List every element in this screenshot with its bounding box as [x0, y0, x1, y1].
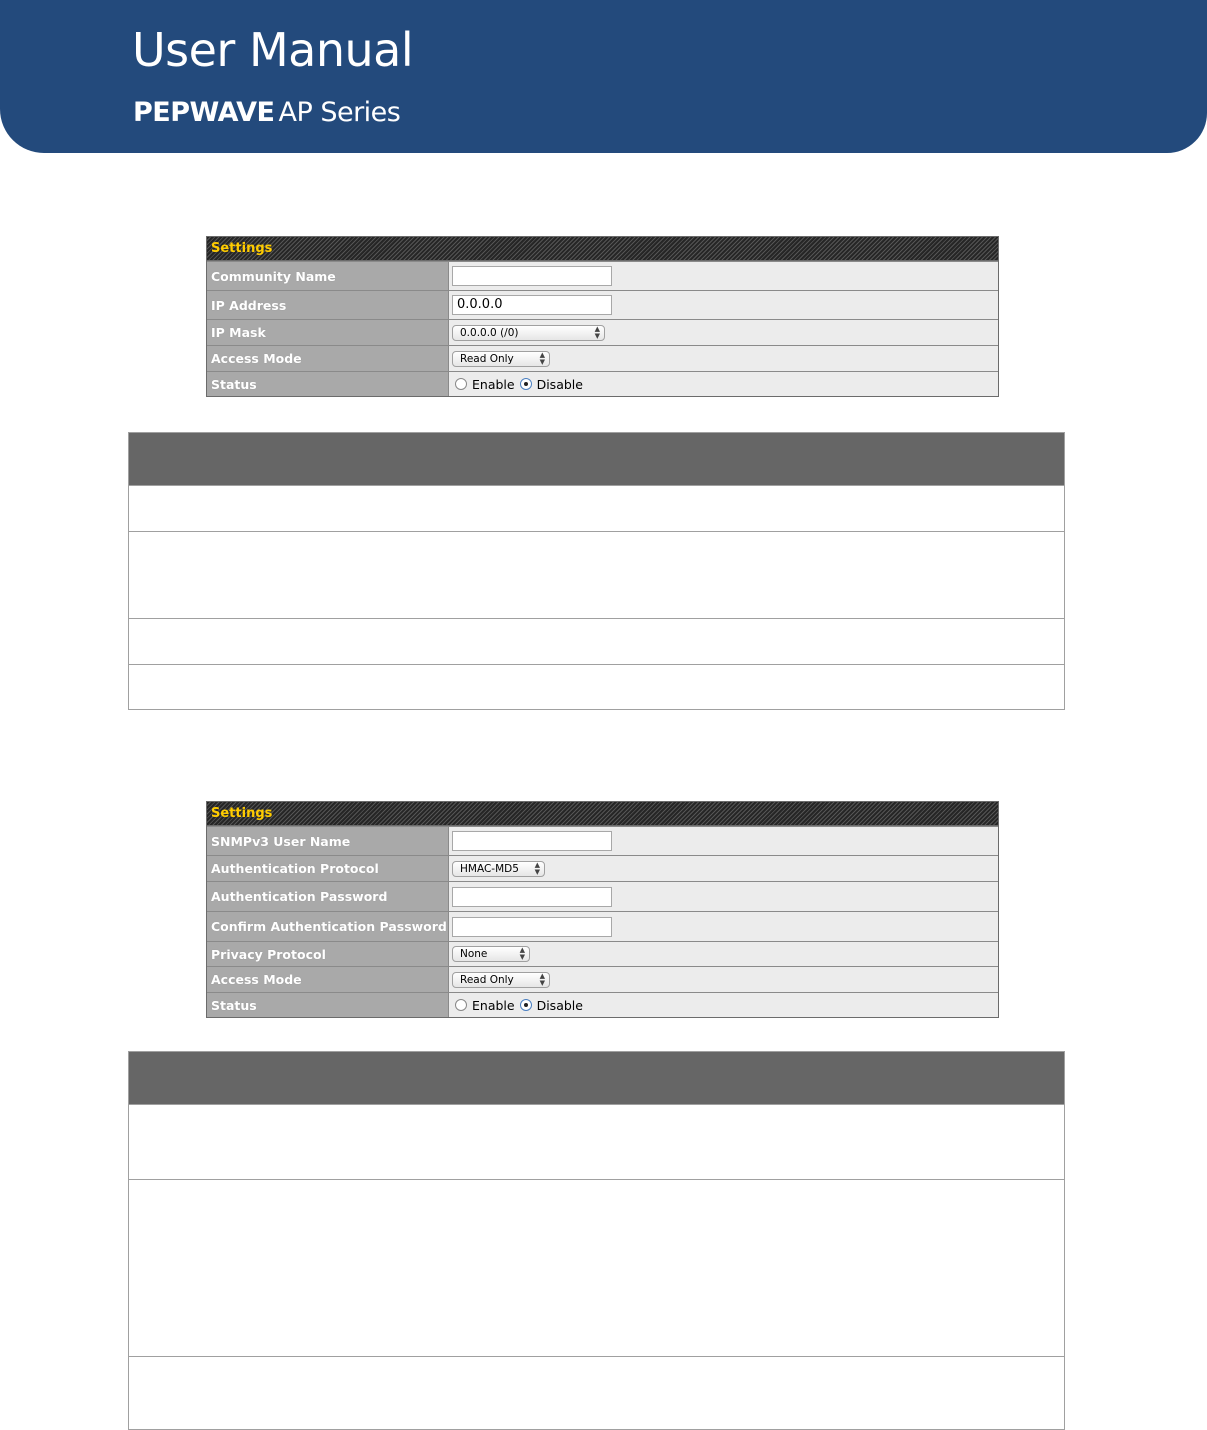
field-label: SNMPv3 User Name: [207, 827, 449, 855]
confirm-auth-password-row: [207, 911, 998, 941]
table-row: [129, 531, 1064, 618]
field-label: Access Mode: [207, 346, 449, 371]
auth-protocol-select[interactable]: [452, 861, 545, 877]
brand-name: PEPWAVE: [133, 97, 275, 128]
radio-label: Disable: [536, 997, 583, 1013]
field-label: IP Mask: [207, 320, 449, 345]
field-label: Privacy Protocol: [207, 942, 449, 966]
select-value: Read Only: [460, 973, 514, 986]
up-down-chevron-icon: ▲ ▼: [594, 324, 600, 340]
radio-label: Enable: [472, 376, 515, 392]
field-label: Access Mode: [207, 967, 449, 992]
user-name-row: [207, 826, 998, 855]
privacy-protocol-row: [207, 941, 998, 966]
up-down-chevron-icon: ▲ ▼: [519, 946, 525, 961]
select-value: Read Only: [460, 352, 514, 365]
access-mode-select[interactable]: [452, 972, 550, 988]
up-down-chevron-icon: ▲ ▼: [539, 350, 545, 366]
table-row: [129, 664, 1064, 709]
table-row: [129, 618, 1064, 664]
community-name-row: [207, 261, 998, 290]
header-banner: [0, 0, 1207, 153]
up-down-chevron-icon: ▲ ▼: [539, 971, 545, 987]
auth-password-input[interactable]: [452, 887, 612, 907]
radio-label: Disable: [536, 376, 583, 392]
disable-radio[interactable]: [520, 999, 532, 1011]
field-label: Status: [207, 372, 449, 396]
table-header: [129, 1052, 1064, 1104]
status-row: [207, 992, 998, 1017]
up-down-chevron-icon: ▲ ▼: [534, 860, 540, 876]
panel-title: Settings: [207, 802, 998, 826]
field-label: Authentication Password: [207, 882, 449, 911]
confirm-auth-password-input[interactable]: [452, 917, 612, 937]
table-row: [129, 1179, 1064, 1356]
select-value: 0.0.0.0 (/0): [460, 326, 519, 339]
description-table: [128, 432, 1065, 710]
field-label: IP Address: [207, 291, 449, 319]
table-row: [129, 485, 1064, 531]
access-mode-select[interactable]: [452, 351, 550, 367]
community-name-input[interactable]: [452, 266, 612, 286]
snmpv3-settings-panel: [206, 801, 999, 1018]
description-table: [128, 1051, 1065, 1430]
access-mode-row: [207, 345, 998, 371]
ip-address-row: [207, 290, 998, 319]
field-label: Confirm Authentication Password: [207, 912, 449, 941]
status-row: [207, 371, 998, 396]
table-header: [129, 433, 1064, 485]
disable-radio[interactable]: [520, 378, 532, 390]
community-settings-panel: [206, 236, 999, 397]
ip-mask-select[interactable]: [452, 325, 605, 341]
field-label: Community Name: [207, 262, 449, 290]
enable-radio[interactable]: [455, 999, 467, 1011]
access-mode-row: [207, 966, 998, 992]
table-row: [129, 1104, 1064, 1179]
series-name: AP Series: [278, 97, 401, 128]
ip-address-input[interactable]: 0.0.0.0: [452, 295, 612, 315]
ip-mask-row: [207, 319, 998, 345]
enable-radio[interactable]: [455, 378, 467, 390]
field-label: Authentication Protocol: [207, 856, 449, 881]
table-row: [129, 1356, 1064, 1429]
panel-title: Settings: [207, 237, 998, 261]
select-value: HMAC-MD5: [460, 862, 519, 875]
manual-title: User Manual: [132, 23, 414, 77]
product-subtitle: [133, 96, 400, 130]
privacy-protocol-select[interactable]: [452, 946, 530, 962]
user-name-input[interactable]: [452, 831, 612, 851]
auth-protocol-row: [207, 855, 998, 881]
radio-label: Enable: [472, 997, 515, 1013]
auth-password-row: [207, 881, 998, 911]
select-value: None: [460, 948, 488, 960]
field-label: Status: [207, 993, 449, 1017]
